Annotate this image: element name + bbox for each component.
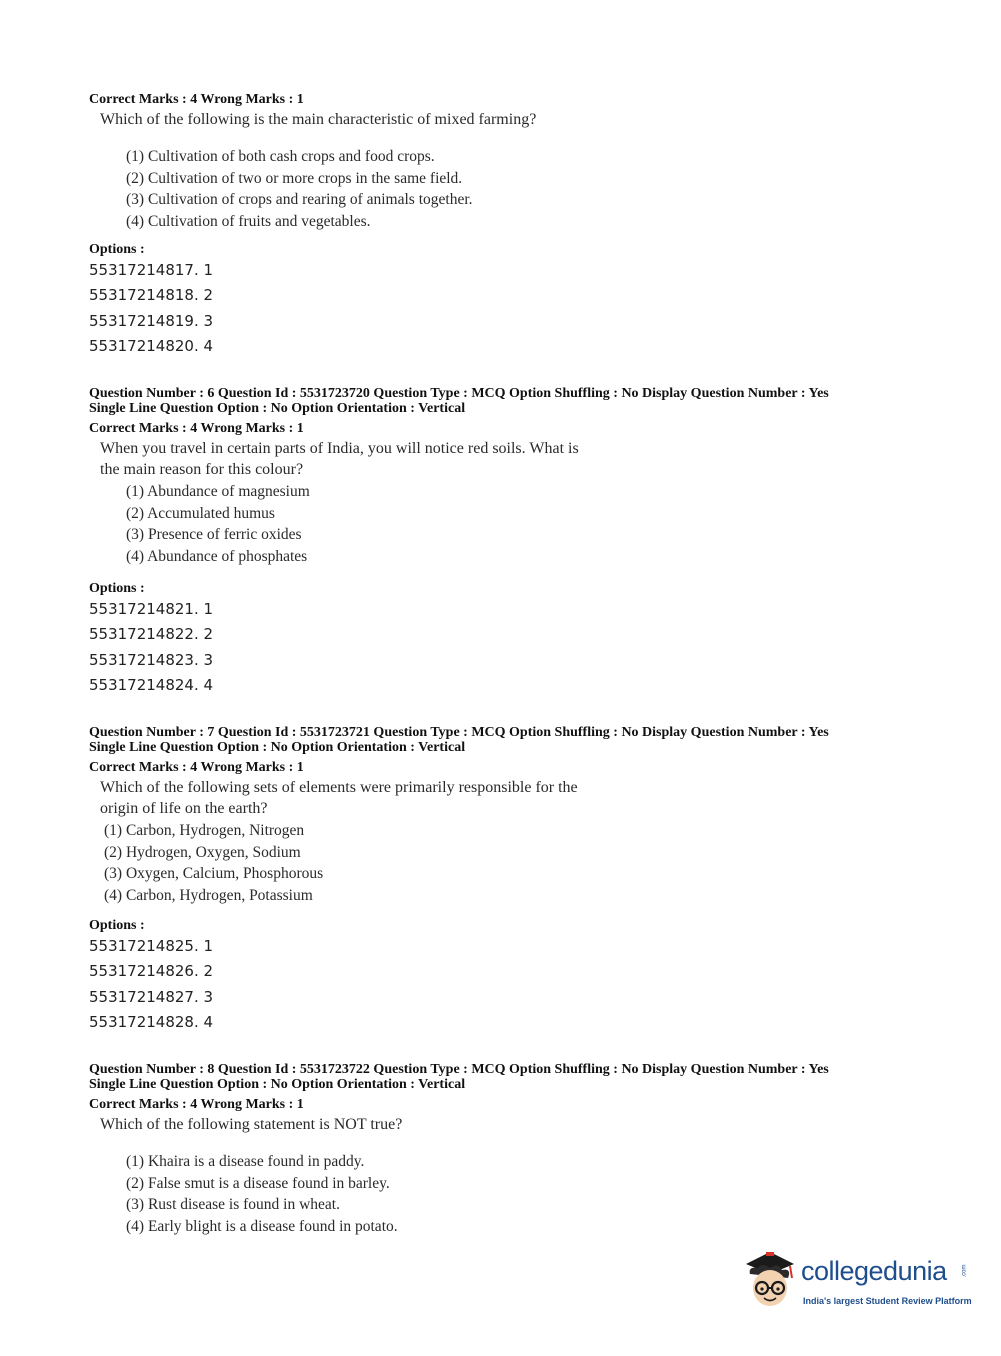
q7-choice-4: (4) Carbon, Hydrogen, Potassium [104, 886, 313, 904]
q6-choice-2: (2) Accumulated humus [126, 504, 275, 522]
q5-choices [126, 146, 473, 232]
q8-choice-2: (2) False smut is a disease found in barley. [126, 1174, 390, 1192]
brand-name: collegedunia [801, 1256, 947, 1286]
q5-choice-4: (4) Cultivation of fruits and vegetables. [126, 212, 371, 230]
q8-choices [126, 1151, 398, 1237]
q8-header-line-2: Single Line Question Option : No Option Orientation : Vertical [89, 1077, 466, 1092]
q5-option-id-3: 55317214819. 3 [89, 311, 214, 330]
q6-marks: Correct Marks : 4 Wrong Marks : 1 [89, 421, 304, 436]
q7-option-id-4: 55317214828. 4 [89, 1013, 214, 1032]
q7-header-line-2: Single Line Question Option : No Option Orientation : Vertical [89, 740, 466, 755]
q7-options-label: Options : [89, 918, 145, 933]
q7-choice-3: (3) Oxygen, Calcium, Phosphorous [104, 865, 324, 882]
q6-question-text [100, 438, 579, 480]
q7-option-id-2: 55317214826. 2 [89, 962, 214, 981]
q8-header-line-1: Question Number : 8 Question Id : 5531723722 Question Type : MCQ Option Shuffling : No Display Question Number : Yes [89, 1062, 829, 1077]
q7-header-line-1: Question Number : 7 Question Id : 5531723721 Question Type : MCQ Option Shuffling : No Display Question Number : Yes [89, 725, 829, 740]
q8-question-line: Which of the following statement is NOT true? [100, 1116, 403, 1133]
q8-choice-1: (1) Khaira is a disease found in paddy. [126, 1153, 365, 1170]
q5-choice-1: (1) Cultivation of both cash crops and food crops. [126, 148, 435, 165]
q6-question-line: the main reason for this colour? [100, 461, 304, 478]
q7-marks: Correct Marks : 4 Wrong Marks : 1 [89, 760, 304, 775]
q7-option-ids [89, 936, 213, 1038]
q7-choice-1: (1) Carbon, Hydrogen, Nitrogen [104, 822, 305, 839]
q5-options-label: Options : [89, 242, 145, 257]
brand-domain-suffix: .com [961, 1264, 968, 1278]
q8-question-text [100, 1114, 402, 1135]
q5-option-ids [89, 260, 213, 362]
q6-choice-1: (1) Abundance of magnesium [126, 483, 310, 500]
q6-option-id-1: 55317214821. 1 [89, 600, 214, 618]
collegedunia-logo [740, 1248, 970, 1318]
q7-choice-2: (2) Hydrogen, Oxygen, Sodium [104, 843, 301, 861]
q5-option-id-4: 55317214820. 4 [89, 337, 214, 356]
q6-header-line-1: Question Number : 6 Question Id : 5531723720 Question Type : MCQ Option Shuffling : No Display Question Number : Yes [89, 386, 829, 401]
q5-choice-3: (3) Cultivation of crops and rearing of animals together. [126, 191, 473, 208]
q8-marks: Correct Marks : 4 Wrong Marks : 1 [89, 1097, 304, 1112]
q5-option-id-2: 55317214818. 2 [89, 286, 214, 305]
q8-choice-3: (3) Rust disease is found in wheat. [126, 1196, 340, 1213]
q5-marks: Correct Marks : 4 Wrong Marks : 1 [89, 92, 304, 107]
q6-option-id-4: 55317214824. 4 [89, 676, 214, 695]
q5-question-line: Which of the following is the main characteristic of mixed farming? [100, 111, 537, 128]
q5-choice-2: (2) Cultivation of two or more crops in the same field. [126, 169, 463, 187]
q5-question-text [100, 109, 536, 130]
q6-option-id-2: 55317214822. 2 [89, 625, 214, 644]
q6-choice-3: (3) Presence of ferric oxides [126, 526, 302, 543]
q5-option-id-1: 55317214817. 1 [89, 261, 214, 279]
mascot-icon [740, 1248, 800, 1312]
q6-choice-4: (4) Abundance of phosphates [126, 547, 308, 565]
q6-choices [126, 481, 310, 567]
q6-header-line-2: Single Line Question Option : No Option Orientation : Vertical [89, 401, 466, 416]
brand-tagline: India's largest Student Review Platform [803, 1296, 972, 1306]
q6-options-label: Options : [89, 581, 145, 596]
q7-choices [104, 820, 323, 906]
q7-question-text [100, 777, 578, 819]
q6-question-line: When you travel in certain parts of India, you will notice red soils. What is [100, 440, 579, 457]
q6-option-id-3: 55317214823. 3 [89, 650, 214, 669]
q7-option-id-3: 55317214827. 3 [89, 987, 214, 1006]
q8-choice-4: (4) Early blight is a disease found in potato. [126, 1217, 398, 1235]
q7-question-line: origin of life on the earth? [100, 800, 268, 817]
q7-question-line: Which of the following sets of elements were primarily responsible for the [100, 779, 578, 796]
q6-option-ids [89, 599, 213, 701]
q7-option-id-1: 55317214825. 1 [89, 937, 214, 955]
